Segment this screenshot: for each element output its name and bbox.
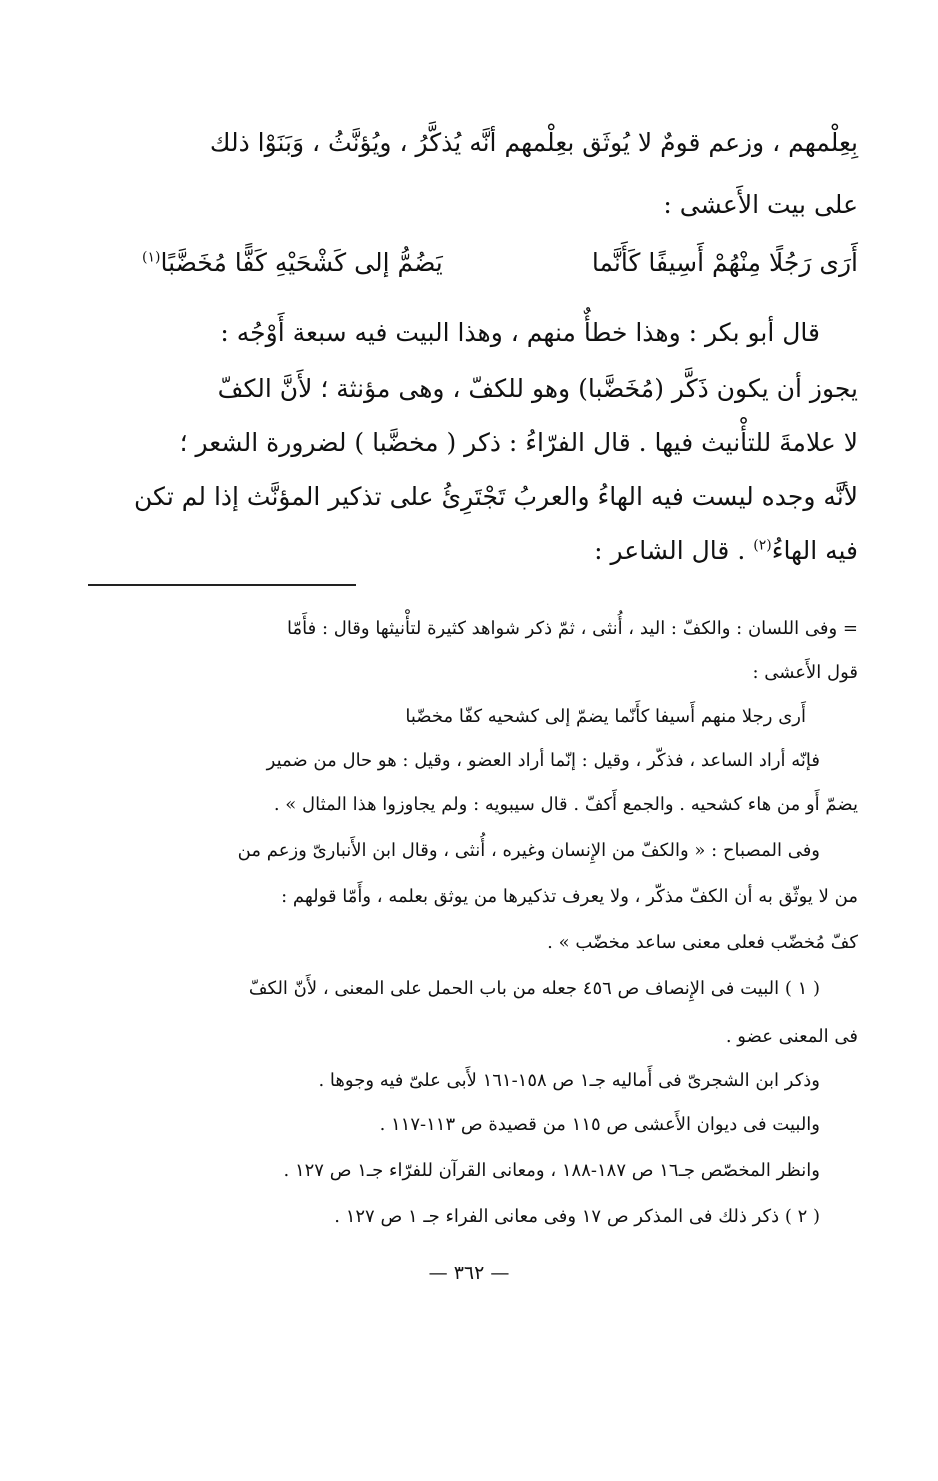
footnote-line: = وفى اللسان : والكفّ : اليد ، أُنثى ، ثمّ ذكر شواهد كثيرة لتأْنيثها وقال : فأَمّا bbox=[287, 618, 858, 639]
footnote-line: فإنّه أراد الساعد ، فذكّر ، وقيل : إنّما أراد العضو ، وقيل : هو حال من ضمير bbox=[266, 750, 820, 771]
main-text-line: بِعِلْمهم ، وزعم قومٌ لا يُوثَق بعِلْمهم أنَّه يُذكَّرُ ، ويُؤنَّثُ ، وَبَنَوْا ذلك bbox=[209, 128, 858, 157]
paragraph-end-tail: . قال الشاعر : bbox=[594, 536, 754, 565]
footnote-line: وفى المصباح : « والكفّ من الإِنسان وغيره ، أُنثى ، وقال ابن الأَنبارىّ وزعم من bbox=[237, 840, 820, 861]
paragraph-end-text: فيه الهاءُ bbox=[771, 536, 858, 565]
footnote-line: يضمّ أَو من هاء كشحيه . والجمع أَكفّ . قال سيبويه : ولم يجاوزوا هذا المثال » . bbox=[273, 794, 858, 815]
footnote-line: من لا يوثّق به أن الكفّ مذكّر ، ولا يعرف تذكيرها من يوثق بعلمه ، وأَمّا قولهم : bbox=[281, 886, 858, 907]
main-text-line: على بيت الأَعشى : bbox=[663, 190, 858, 219]
paragraph-line: قال أبو بكر : وهذا خطأٌ منهم ، وهذا البيت فيه سبعة أَوْجُه : bbox=[220, 318, 820, 347]
footnote-1-line: وذكر ابن الشجرىّ فى أَماليه جـ١ ص ١٥٨-١٦١ لأَبى علىّ فيه وجوها . bbox=[318, 1070, 820, 1091]
verse-hemistich-2 bbox=[142, 248, 443, 277]
footnote-line: كفّ مُخضّب فعلى معنى ساعد مخضّب » . bbox=[547, 932, 858, 953]
footnote-separator bbox=[88, 584, 356, 586]
verse-hemistich-2-text: يَضُمُّ إلى كَشْحَيْهِ كَفًّا مُخَضَّبًا bbox=[160, 248, 443, 277]
page-number: — ٣٦٢ — bbox=[428, 1262, 510, 1284]
paragraph-line: لا علامةَ للتأْنيث فيها . قال الفرّاءُ : ذكر ( مخضَّبا ) لضرورة الشعر ؛ bbox=[179, 428, 858, 457]
footnote-line: قول الأَعشى : bbox=[752, 662, 858, 683]
footnote-verse: أَرى رجلا منهم أَسيفا كأَنّما يضمّ إلى كشحيه كفّا مخضّبا bbox=[405, 706, 806, 727]
verse-hemistich-1: أَرَى رَجُلًا مِنْهُمْ أَسِيفًا كَأَنَّما bbox=[591, 248, 858, 277]
footnote-1-line: ( ١ ) البيت فى الإِنصاف ص ٤٥٦ جعله من باب الحمل على المعنى ، لأَنّ الكفّ bbox=[248, 978, 820, 999]
footnote-marker-2: (٢) bbox=[753, 537, 772, 554]
paragraph-line bbox=[594, 536, 858, 565]
paragraph-line: يجوز أن يكون ذَكَّر (مُخَضَّبا) وهو للكفّ ، وهى مؤنثة ؛ لأَنَّ الكفّ bbox=[217, 374, 858, 403]
footnote-2-line: ( ٢ ) ذكر ذلك فى المذكر ص ١٧ وفى معانى الفراء جـ ١ ص ١٢٧ . bbox=[334, 1206, 820, 1227]
footnote-marker-1: (١) bbox=[142, 249, 161, 266]
footnote-1-line: فى المعنى عضو . bbox=[725, 1026, 858, 1047]
paragraph-line: لأنَّه وجده ليست فيه الهاءُ والعربُ تَجْتَرِئُ على تذكير المؤنَّث إذا لم تكن bbox=[134, 482, 858, 511]
footnote-1-line: وانظر المخصّص جـ١٦ ص ١٨٧-١٨٨ ، ومعانى القرآن للفرّاء جـ١ ص ١٢٧ . bbox=[283, 1160, 820, 1181]
footnote-1-line: والبيت فى ديوان الأَعشى ص ١١٥ من قصيدة ص ١١٣-١١٧ . bbox=[379, 1114, 820, 1135]
